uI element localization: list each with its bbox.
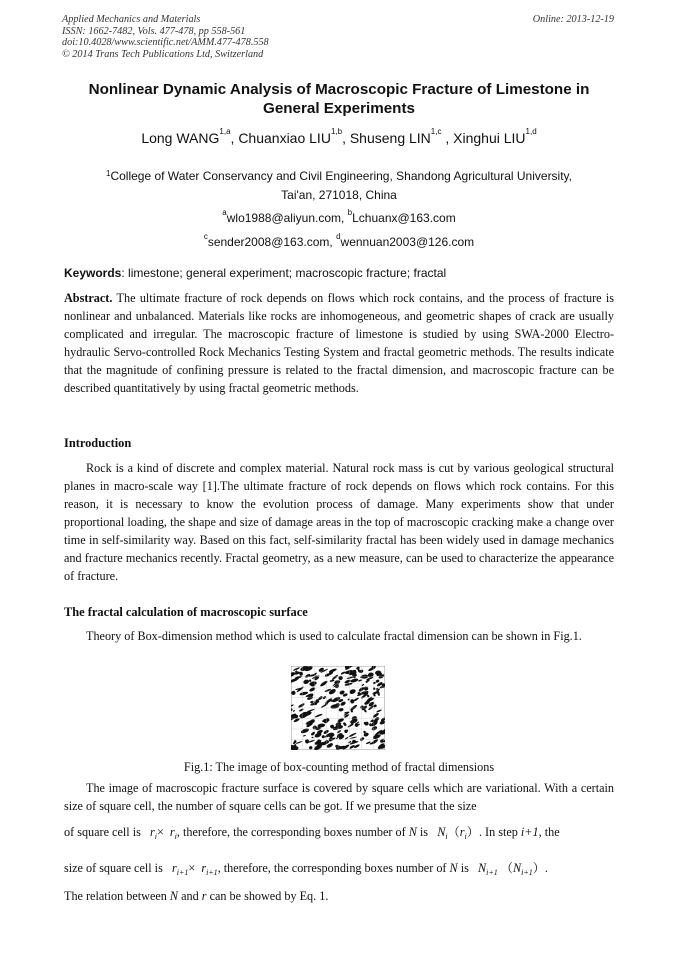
author-sup: 1,c — [430, 127, 442, 136]
keywords-label: Keywords — [64, 266, 122, 280]
fractal-heading: The fractal calculation of macroscopic surface — [64, 605, 308, 619]
copyright: © 2014 Trans Tech Publications Ltd, Switzerland — [62, 48, 264, 60]
email-line-2 — [0, 232, 678, 249]
times-sign: × — [156, 825, 164, 839]
email-line-1 — [0, 208, 678, 225]
equation-line-1: of square cell is $r_i\times r_i$, therefore, the corresponding boxes number of N is $N_i(r_i)$. In step i+1, the — [64, 825, 560, 841]
figure-caption: Fig.1: The image of box-counting method of fractal dimensions — [183, 760, 495, 774]
sub-i: i — [154, 832, 157, 841]
title-line-2: General Experiments — [263, 100, 415, 117]
author-name: Xinghui LIU — [453, 130, 526, 146]
sym-N: N — [169, 889, 179, 903]
sym-r: r — [201, 861, 207, 875]
sub-i1: i+1 — [521, 868, 533, 877]
affiliation-line-1: College of Water Conservancy and Civil Engineering, Shandong Agricultural University, — [110, 169, 573, 183]
abstract-text: The ultimate fracture of rock depends on flows which rock contains, and the process of fracture is nonlinear and unbalanced. Materials like rocks are inhomogeneous, and geometric shapes of crack are usually complicated and irregular. The macroscopic fracture of limestone is studied by using SWA-2000 Electro-hydraulic Servo-controlled Rock Mechanics Testing System and fractal geometric methods. The results indicate that the magnitude of confining pressure is related to the fractal dimension, and macroscopic fracture can be described quantitatively by using fractal geometric methods. — [64, 291, 614, 395]
affiliation-line-2: Tai'an, 271018, China — [281, 188, 397, 202]
text-run: , therefore, the corresponding boxes number of — [217, 861, 447, 875]
sym-N: N — [437, 825, 446, 839]
intro-paragraph: Rock is a kind of discrete and complex material. Natural rock mass is cut by various geological structural planes in macro-scale way [1].The ultimate fracture of rock depends on flows which rock contains. For this reason, it is necessary to know the evolution process of damage. Many experiments show that under proportional loading, the shape and size of damage areas in the top of macroscopic cracking make a change over time in self-similarity way. Based on this fact, self-similarity fractal has been widely used in damage mechanics and fracture mechanics recently. Fractal geometry, as a new measure, can be used to characterize the appearance of fracture. — [64, 461, 614, 583]
author-name: Shuseng LIN — [349, 130, 431, 146]
times-sign: × — [188, 861, 196, 875]
fractal-figure — [291, 666, 385, 750]
email-a[interactable]: wlo1988@aliyun.com, — [226, 211, 345, 225]
sub-i: i — [174, 832, 177, 841]
sym-r: r — [201, 889, 207, 903]
author-name: Long WANG — [141, 130, 220, 146]
intro-heading: Introduction — [64, 436, 132, 450]
page-header — [62, 14, 614, 60]
sym-r: r — [149, 825, 155, 839]
journal-name: Applied Mechanics and Materials — [62, 14, 201, 25]
email-sup: c — [203, 232, 208, 241]
step-label: i+1 — [520, 825, 539, 839]
equation-line-2: size of square cell is $r_{i+1}\times r_{i+1}$, therefore, the corresponding boxes number of N is $N_{i+1}$ $(N_{i+1})$. — [64, 861, 548, 877]
sub-i1: i+1 — [206, 868, 218, 877]
abstract-label: Abstract. — [64, 291, 113, 305]
email-b[interactable]: Lchuanx@163.com — [352, 211, 456, 225]
text-run: size of square cell is — [64, 861, 163, 875]
text-run: , therefore, the corresponding boxes number of — [176, 825, 406, 839]
fractal-paragraph: Theory of Box-dimension method which is used to calculate fractal dimension can be shown in Fig.1. — [86, 629, 582, 643]
sym-r: r — [169, 825, 175, 839]
after-figure-paragraph: The image of macroscopic fracture surface is covered by square cells which are variational. With a certain size of square cell, the number of square cells can be got. If we presume that the size — [64, 781, 614, 813]
abstract — [64, 289, 614, 397]
sub-i: i — [464, 832, 467, 841]
affiliation — [60, 167, 618, 205]
text-run: and — [181, 889, 199, 903]
affiliation-sup: 1 — [105, 169, 111, 178]
text-run: can be showed by Eq. 1. — [209, 889, 329, 903]
text-run: of square cell is — [64, 825, 141, 839]
sym-N: N — [512, 861, 522, 875]
sym-N: N — [408, 825, 417, 839]
email-c[interactable]: sender2008@163.com, — [207, 235, 333, 249]
author-sup: 1,a — [219, 127, 231, 136]
author-sup: 1,b — [330, 127, 343, 136]
email-sup: a — [222, 208, 227, 217]
author-name: Chuanxiao LIU — [238, 130, 331, 146]
email-d[interactable]: wennuan2003@126.com — [340, 235, 475, 249]
sym-r: r — [459, 825, 465, 839]
doi[interactable]: doi:10.4028/www.scientific.net/AMM.477-478.558 — [62, 37, 269, 49]
keywords-text: : limestone; general experiment; macroscopic fracture; fractal — [121, 266, 447, 280]
author-sup: 1,d — [525, 127, 537, 136]
keywords — [64, 266, 616, 280]
email-sup: b — [347, 208, 353, 217]
sym-N: N — [477, 861, 487, 875]
paper-title — [40, 80, 638, 118]
last-line — [64, 887, 614, 905]
sub-i: i — [445, 832, 448, 841]
sub-i1: i+1 — [176, 868, 189, 877]
title-line-1: Nonlinear Dynamic Analysis of Macroscopic Fracture of Limestone in — [88, 81, 590, 98]
text-run: is — [460, 861, 469, 875]
sym-N: N — [449, 861, 458, 875]
text-run: The relation between — [64, 889, 167, 903]
email-sup: d — [336, 232, 341, 241]
text-run: is — [419, 825, 429, 839]
sym-r: r — [171, 861, 177, 875]
text-run: . In step — [478, 825, 518, 839]
issn: ISSN: 1662-7482, Vols. 477-478, pp 558-561 — [62, 25, 246, 37]
sub-i1: i+1 — [486, 868, 498, 877]
author-list: Long WANG$^{1,a}$, Chuanxiao LIU$^{1,b}$, Shuseng LIN$^{1,c}$ , Xinghui LIU$^{1,d}$ — [141, 127, 537, 146]
online-date: Online: 2013-12-19 — [532, 14, 614, 25]
